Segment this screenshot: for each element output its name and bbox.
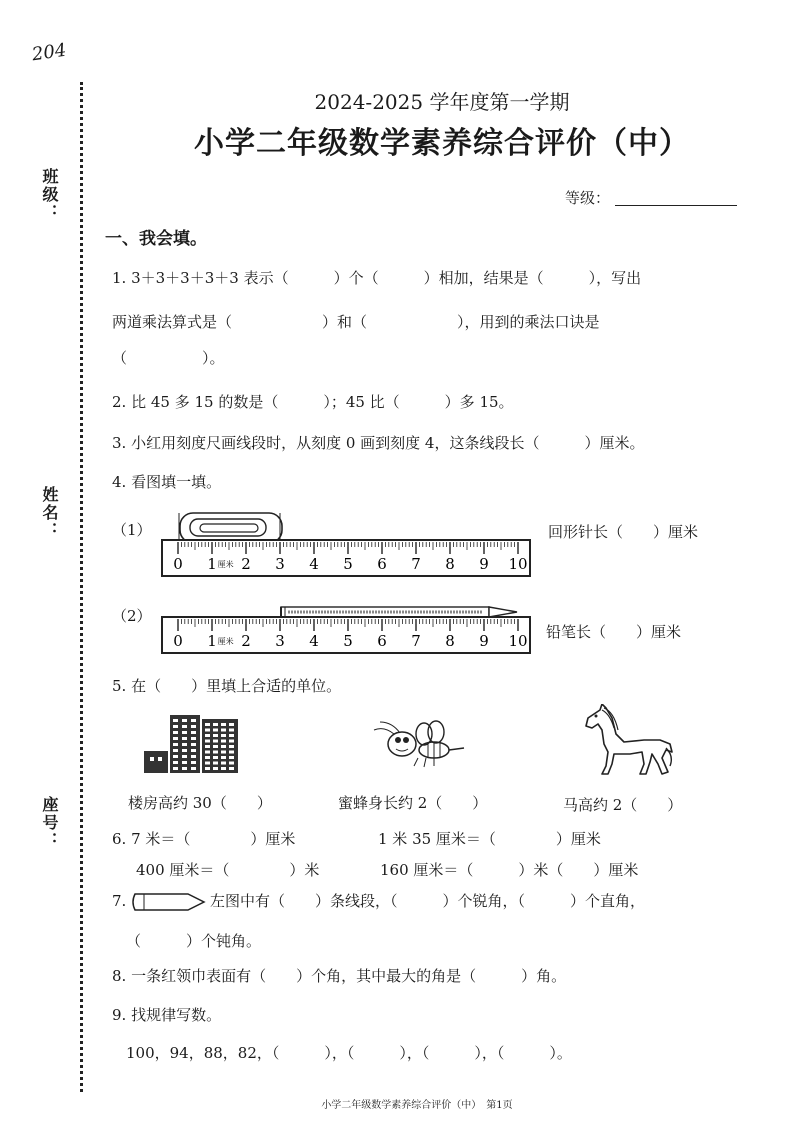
building-window	[213, 745, 218, 748]
pentagon-shape-icon	[130, 892, 206, 912]
building-window	[205, 723, 210, 726]
building-window	[205, 745, 210, 748]
grade-blank[interactable]	[615, 205, 737, 206]
building-window	[213, 734, 218, 737]
ruler-number: 6	[377, 555, 387, 573]
ruler-number: 0	[173, 632, 183, 650]
q5-item-horse: 马高约 2（ ）	[563, 796, 683, 814]
ruler-unit-label: 厘米	[217, 560, 234, 569]
q6-b: 1 米 35 厘米＝（ ）厘米	[378, 830, 601, 848]
building-window	[191, 755, 196, 758]
building-window	[229, 734, 234, 737]
q8-text: 8. 一条红领巾表面有（ ）个角，其中最大的角是（ ）角。	[112, 967, 567, 985]
q9-sequence: 100，94，88，82，（ ），（ ），（ ），（ ）。	[126, 1044, 572, 1062]
building-window	[191, 767, 196, 770]
building-icon	[144, 713, 238, 773]
building-window	[221, 745, 226, 748]
building-window	[229, 729, 234, 732]
q6-d: 160 厘米＝（ ）米（ ）厘米	[380, 861, 639, 879]
ruler-number: 9	[479, 555, 489, 573]
ruler-number: 1	[207, 555, 217, 573]
q7-line2: （ ）个钝角。	[126, 932, 262, 950]
building-window	[191, 749, 196, 752]
binding-dotted-line	[80, 82, 83, 1092]
building-window	[173, 767, 178, 770]
q4-sub1-answer: 回形针长（ ）厘米	[548, 523, 699, 541]
building-window	[182, 725, 187, 728]
q1-line2: 两道乘法算式是（ ）和（ ），用到的乘法口诀是	[112, 313, 600, 331]
building-window	[173, 737, 178, 740]
ruler-paperclip-figure	[160, 508, 532, 580]
building-window	[173, 719, 178, 722]
building-window	[221, 734, 226, 737]
q1-line1: 1. 3＋3＋3＋3＋3 表示（ ）个（ ）相加，结果是（ ），写出	[112, 269, 642, 287]
ruler-number: 7	[411, 632, 421, 650]
building-window	[205, 762, 210, 765]
building-window	[229, 767, 234, 770]
building-window	[229, 762, 234, 765]
ruler-number: 6	[377, 632, 387, 650]
building-window	[213, 751, 218, 754]
building-window	[229, 740, 234, 743]
building-window	[182, 755, 187, 758]
ruler-number: 2	[241, 555, 251, 573]
building-window	[229, 756, 234, 759]
building-window	[191, 761, 196, 764]
horse-icon	[580, 704, 676, 778]
ruler-number: 10	[508, 632, 528, 650]
q4-sub2-answer: 铅笔长（ ）厘米	[546, 623, 682, 641]
paperclip-icon	[180, 513, 282, 543]
building-window	[182, 767, 187, 770]
building-window	[205, 740, 210, 743]
q5-item-building: 楼房高约 30（ ）	[128, 794, 272, 812]
building-window	[229, 745, 234, 748]
q6-c: 400 厘米＝（ ）米	[136, 861, 320, 879]
ruler-number: 1	[207, 632, 217, 650]
class-label: 班级：	[40, 168, 59, 222]
ruler-number: 8	[445, 632, 455, 650]
building-window	[205, 729, 210, 732]
pencil-icon	[281, 607, 517, 617]
building-window	[173, 761, 178, 764]
building-window	[205, 756, 210, 759]
ruler-number: 3	[275, 555, 285, 573]
q2-text: 2. 比 45 多 15 的数是（ ）；45 比（ ）多 15。	[112, 393, 514, 411]
ruler-unit-label: 厘米	[217, 637, 234, 646]
q4-sub2-label: （2）	[112, 607, 152, 625]
q6-a: 6. 7 米＝（ ）厘米	[112, 830, 296, 848]
building-window	[213, 767, 218, 770]
building-window	[173, 755, 178, 758]
building-window	[182, 719, 187, 722]
q7-line1: 左图中有（ ）条线段，（ ）个锐角，（ ）个直角，	[210, 892, 646, 910]
q3-text: 3. 小红用刻度尺画线段时，从刻度 0 画到刻度 4，这条线段长（ ）厘米。	[112, 434, 645, 452]
building-window	[229, 751, 234, 754]
ruler-number: 4	[309, 632, 319, 650]
q5-title: 5. 在（ ）里填上合适的单位。	[112, 677, 342, 695]
ruler-number: 5	[343, 555, 353, 573]
ruler-number: 8	[445, 555, 455, 573]
building-window	[221, 740, 226, 743]
q4-sub1-label: （1）	[112, 521, 152, 539]
building-window	[205, 734, 210, 737]
building-window	[213, 723, 218, 726]
building-window	[221, 756, 226, 759]
q7-number: 7.	[112, 892, 127, 910]
handwritten-note: 204	[30, 39, 68, 66]
seat-label: 座号：	[40, 796, 59, 850]
building-window	[173, 749, 178, 752]
building-window	[221, 762, 226, 765]
building-window	[191, 737, 196, 740]
building-window	[191, 719, 196, 722]
building-window	[182, 737, 187, 740]
page-footer: 小学二年级数学素养综合评价（中） 第1页	[321, 1100, 513, 1111]
building-window	[213, 762, 218, 765]
building-window	[205, 751, 210, 754]
building-window	[173, 743, 178, 746]
building-window	[182, 749, 187, 752]
ruler-number: 5	[343, 632, 353, 650]
name-label: 姓名：	[40, 486, 59, 540]
building-window	[213, 756, 218, 759]
grade-label: 等级：	[565, 189, 611, 207]
building-window	[182, 743, 187, 746]
building-window	[182, 731, 187, 734]
q5-item-bee: 蜜蜂身长约 2（ ）	[338, 794, 488, 812]
ruler-number: 7	[411, 555, 421, 573]
ruler-number: 10	[508, 555, 528, 573]
building-window	[229, 723, 234, 726]
building-window	[191, 725, 196, 728]
q9-title: 9. 找规律写数。	[112, 1006, 222, 1024]
building-window	[205, 767, 210, 770]
building-window	[191, 743, 196, 746]
building-window	[213, 729, 218, 732]
ruler-number: 3	[275, 632, 285, 650]
ruler-number: 9	[479, 632, 489, 650]
building-window	[213, 740, 218, 743]
ruler-number: 2	[241, 632, 251, 650]
building-window	[173, 725, 178, 728]
building-window	[221, 767, 226, 770]
ruler-number: 4	[309, 555, 319, 573]
q1-line3: （ ）。	[112, 349, 225, 367]
building-window	[191, 731, 196, 734]
term-heading: 2024-2025 学年度第一学期	[314, 90, 570, 114]
building-window	[221, 723, 226, 726]
q4-title: 4. 看图填一填。	[112, 473, 222, 491]
ruler-number: 0	[173, 555, 183, 573]
building-window	[221, 729, 226, 732]
page-title: 小学二年级数学素养综合评价（中）	[194, 126, 690, 161]
bee-icon	[368, 720, 466, 770]
building-window	[182, 761, 187, 764]
ruler-pencil-figure	[160, 600, 532, 664]
section-title: 一、我会填。	[105, 229, 207, 249]
building-window	[221, 751, 226, 754]
building-window	[173, 731, 178, 734]
